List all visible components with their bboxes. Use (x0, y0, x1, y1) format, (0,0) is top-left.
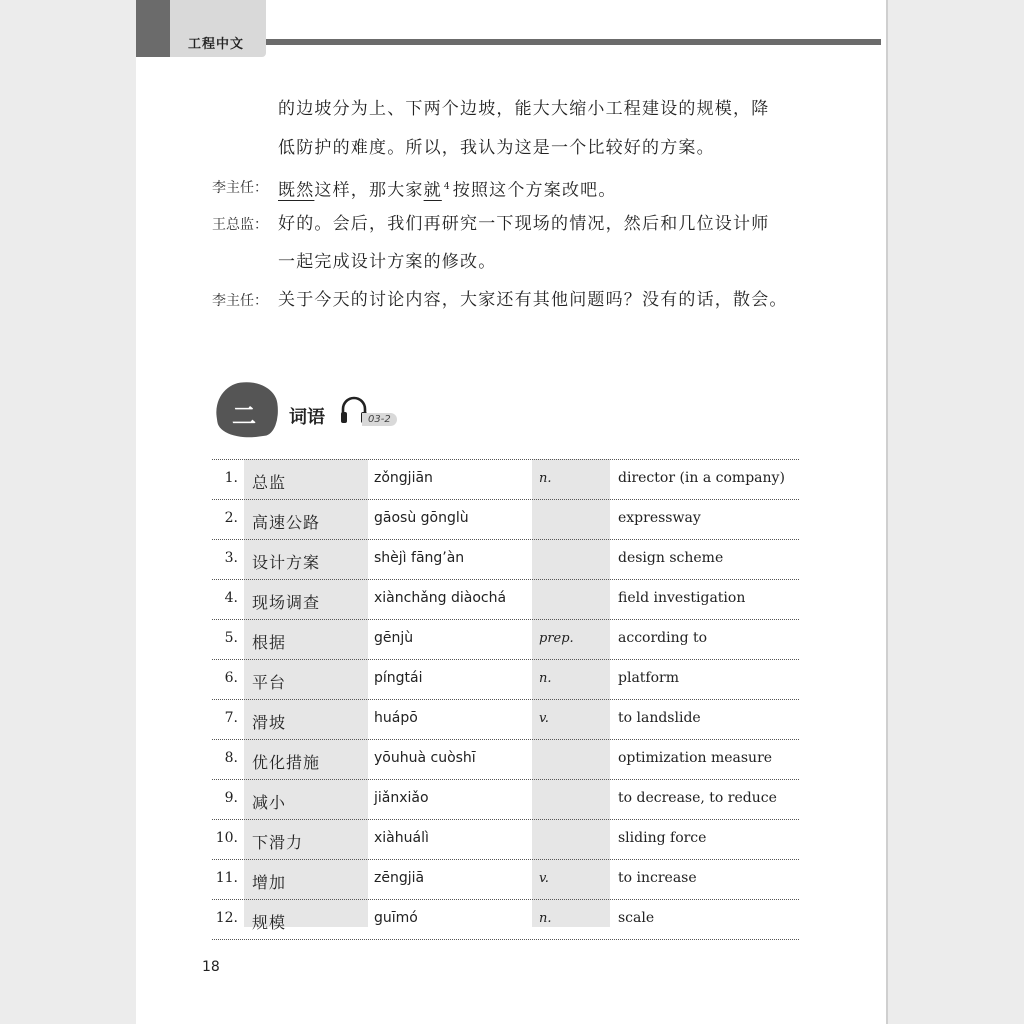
table-row (212, 819, 799, 859)
vocab-hanzi: 总监 (252, 473, 287, 492)
vocab-pinyin: huápō (374, 710, 418, 726)
vocab-english: expressway (618, 510, 701, 526)
vocab-number: 7. (224, 710, 238, 726)
table-row (212, 619, 799, 659)
table-row (212, 459, 799, 499)
vocab-english: field investigation (618, 590, 746, 606)
vocab-pinyin: gāosù gōnglù (374, 510, 469, 526)
vocab-number: 9. (224, 790, 238, 806)
dialogue-text: 一起完成设计方案的修改。 (278, 252, 497, 272)
book-page (136, 0, 886, 1024)
vocab-english: to decrease, to reduce (618, 790, 777, 806)
vocab-pinyin: gēnjù (374, 630, 414, 646)
vocab-part-of-speech: n. (539, 671, 552, 686)
vocab-pinyin: xiàhuálì (374, 830, 429, 846)
speaker-label: 李主任： (212, 293, 268, 309)
vocab-english: to increase (618, 870, 697, 886)
table-row (212, 779, 799, 819)
vocab-pinyin: xiànchǎng diàochá (374, 590, 507, 606)
vocab-pinyin: shèjì fāng’àn (374, 550, 465, 566)
vocab-number: 12. (215, 910, 238, 926)
section-title: 词语 (289, 407, 325, 428)
vocab-part-of-speech: prep. (539, 631, 574, 646)
vocab-hanzi: 优化措施 (252, 753, 321, 772)
grammar-underline: 就 (423, 180, 442, 201)
page-number: 18 (202, 959, 220, 975)
vocab-pinyin: guīmó (374, 910, 418, 926)
vocab-number: 2. (224, 510, 238, 526)
speaker-label: 李主任： (212, 180, 268, 196)
vocab-pinyin: píngtái (374, 670, 423, 686)
vocab-number: 4. (224, 590, 238, 606)
vocab-part-of-speech: n. (539, 911, 552, 926)
audio-track-code: 03-2 (362, 413, 397, 426)
vocab-pinyin: jiǎnxiǎo (374, 790, 429, 806)
vocab-number: 10. (215, 830, 238, 846)
table-row (212, 859, 799, 899)
vocab-number: 1. (224, 470, 238, 486)
vocab-hanzi: 现场调查 (252, 593, 321, 612)
dialogue-text: 低防护的难度。所以，我认为这是一个比较好的方案。 (278, 138, 715, 158)
table-row (212, 579, 799, 619)
vocab-number: 8. (224, 750, 238, 766)
dialogue-text: 的边坡分为上、下两个边坡，能大大缩小工程建设的规模，降 (278, 99, 770, 119)
vocab-hanzi: 平台 (252, 673, 287, 692)
vocab-pinyin: zēngjiā (374, 870, 425, 886)
vocab-english: platform (618, 670, 679, 686)
vocab-hanzi: 规模 (252, 913, 287, 932)
table-row (212, 899, 799, 940)
vocab-english: design scheme (618, 550, 724, 566)
vocab-hanzi: 高速公路 (252, 513, 321, 532)
vocab-part-of-speech: n. (539, 471, 552, 486)
vocab-english: to landslide (618, 710, 701, 726)
vocab-part-of-speech: v. (539, 711, 549, 726)
dialogue-text: 好的。会后，我们再研究一下现场的情况，然后和几位设计师 (278, 214, 770, 234)
header-rule (266, 39, 881, 45)
vocab-hanzi: 增加 (252, 873, 287, 892)
running-header-title: 工程中文 (188, 37, 245, 52)
vocab-english: optimization measure (618, 750, 773, 766)
vocab-number: 3. (224, 550, 238, 566)
header-block (136, 0, 170, 57)
vocab-number: 6. (224, 670, 238, 686)
vocab-part-of-speech: v. (539, 871, 549, 886)
vocab-hanzi: 滑坡 (252, 713, 287, 732)
dialogue-text-part: 按照这个方案改吧。 (452, 180, 617, 201)
dialogue-text (278, 175, 617, 203)
section-number: 二 (232, 402, 256, 430)
vocab-hanzi: 根据 (252, 633, 287, 652)
vocab-english: director (in a company) (618, 470, 785, 486)
vocab-hanzi: 下滑力 (252, 833, 304, 852)
vocab-hanzi: 减小 (252, 793, 287, 812)
vocab-number: 5. (224, 630, 238, 646)
grammar-note-ref: 4 (443, 182, 451, 192)
vocab-pinyin: zǒngjiān (374, 470, 433, 486)
table-row (212, 739, 799, 779)
dialogue-text-part: 这样，那大家 (314, 180, 424, 201)
vocab-english: sliding force (618, 830, 707, 846)
vocabulary-table (212, 459, 799, 940)
vocab-number: 11. (215, 870, 238, 886)
grammar-underline: 既然 (278, 180, 315, 201)
page-edge (886, 0, 888, 1024)
speaker-label: 王总监： (212, 217, 268, 233)
table-row (212, 499, 799, 539)
vocab-english: according to (618, 630, 708, 646)
table-row (212, 699, 799, 739)
table-row (212, 539, 799, 579)
vocab-pinyin: yōuhuà cuòshī (374, 750, 476, 766)
vocab-hanzi: 设计方案 (252, 553, 321, 572)
vocab-english: scale (618, 910, 655, 926)
table-row (212, 659, 799, 699)
dialogue-text: 关于今天的讨论内容，大家还有其他问题吗？没有的话，散会。 (278, 290, 788, 310)
